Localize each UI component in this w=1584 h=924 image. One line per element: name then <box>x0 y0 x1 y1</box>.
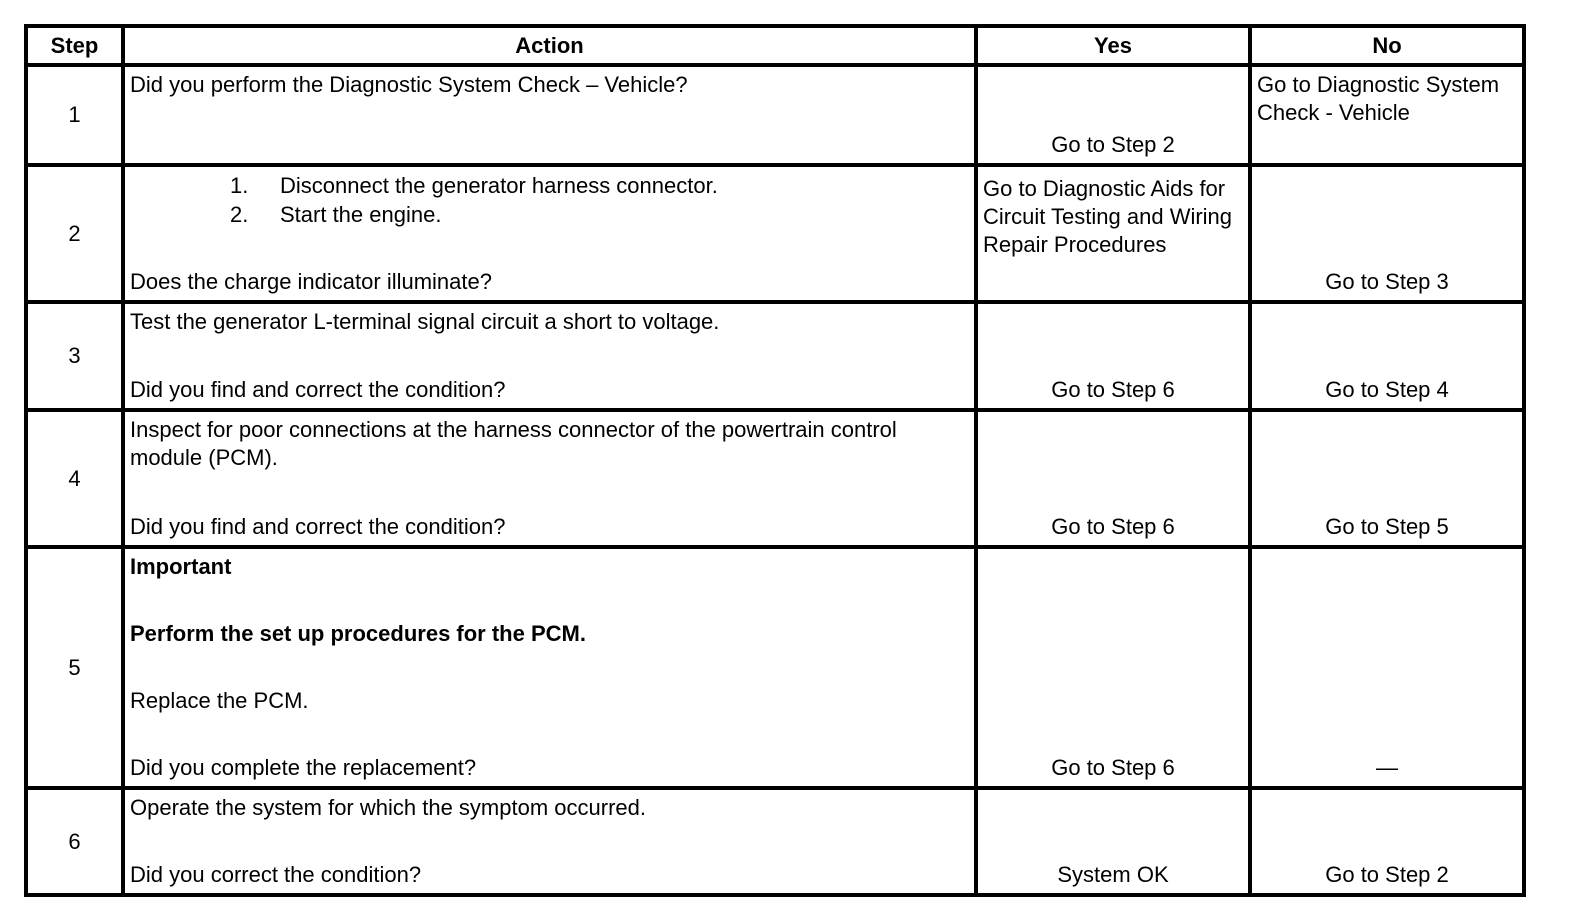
header-row <box>26 26 1524 65</box>
action-text: Test the generator L-terminal signal circuit a short to voltage. <box>130 309 720 334</box>
action-question: Does the charge indicator illuminate? <box>130 269 492 294</box>
yes-result: System OK <box>1057 862 1169 887</box>
action-steps-list <box>130 171 968 229</box>
header-action: Action <box>123 26 976 65</box>
action-question: Did you find and correct the condition? <box>130 514 506 539</box>
action-cell <box>123 547 976 788</box>
action-cell <box>123 788 976 895</box>
action-cell <box>123 165 976 302</box>
table-row <box>26 547 1524 788</box>
important-text: Perform the set up procedures for the PCM. <box>130 621 586 646</box>
no-cell <box>1250 65 1524 165</box>
no-result: Go to Step 3 <box>1325 269 1449 294</box>
table-row <box>26 165 1524 302</box>
important-label: Important <box>130 554 232 579</box>
action-question: Did you complete the replacement? <box>130 755 477 780</box>
yes-result: Go to Diagnostic Aids for Circuit Testing and Wiring Repair Procedures <box>983 176 1233 257</box>
table-row <box>26 65 1524 165</box>
action-question: Did you correct the condition? <box>130 862 422 887</box>
no-cell <box>1250 302 1524 410</box>
no-result: Go to Step 5 <box>1325 514 1449 539</box>
yes-result: Go to Step 2 <box>1051 132 1175 157</box>
no-cell <box>1250 410 1524 547</box>
no-result: Go to Diagnostic System Check - Vehicle <box>1257 72 1500 125</box>
table-row <box>26 302 1524 410</box>
step-number: 2 <box>26 165 123 302</box>
table-row <box>26 410 1524 547</box>
table-row <box>26 788 1524 895</box>
no-cell <box>1250 165 1524 302</box>
yes-cell <box>976 788 1250 895</box>
no-result: — <box>1376 755 1398 780</box>
diagnostic-table <box>24 24 1526 897</box>
step-number: 1 <box>26 65 123 165</box>
action-cell <box>123 302 976 410</box>
yes-result: Go to Step 6 <box>1051 514 1175 539</box>
header-yes: Yes <box>976 26 1250 65</box>
list-item: 2. Start the engine. <box>230 202 442 227</box>
action-cell <box>123 65 976 165</box>
step-number: 6 <box>26 788 123 895</box>
step-number: 5 <box>26 547 123 788</box>
no-cell <box>1250 547 1524 788</box>
step-number: 4 <box>26 410 123 547</box>
yes-cell <box>976 302 1250 410</box>
no-result: Go to Step 2 <box>1325 862 1449 887</box>
yes-result: Go to Step 6 <box>1051 755 1175 780</box>
yes-cell <box>976 410 1250 547</box>
action-text: Operate the system for which the symptom occurred. <box>130 795 646 820</box>
yes-cell <box>976 165 1250 302</box>
header-step: Step <box>26 26 123 65</box>
no-cell <box>1250 788 1524 895</box>
action-question: Did you find and correct the condition? <box>130 377 506 402</box>
yes-cell <box>976 547 1250 788</box>
list-item: 1. Disconnect the generator harness connector. <box>230 173 718 198</box>
action-text: Inspect for poor connections at the harness connector of the powertrain control module (PCM). <box>130 417 897 470</box>
yes-result: Go to Step 6 <box>1051 377 1175 402</box>
step-number: 3 <box>26 302 123 410</box>
yes-cell <box>976 65 1250 165</box>
action-text: Replace the PCM. <box>130 688 309 713</box>
action-text: Did you perform the Diagnostic System Check – Vehicle? <box>130 72 688 97</box>
header-no: No <box>1250 26 1524 65</box>
action-cell <box>123 410 976 547</box>
no-result: Go to Step 4 <box>1325 377 1449 402</box>
